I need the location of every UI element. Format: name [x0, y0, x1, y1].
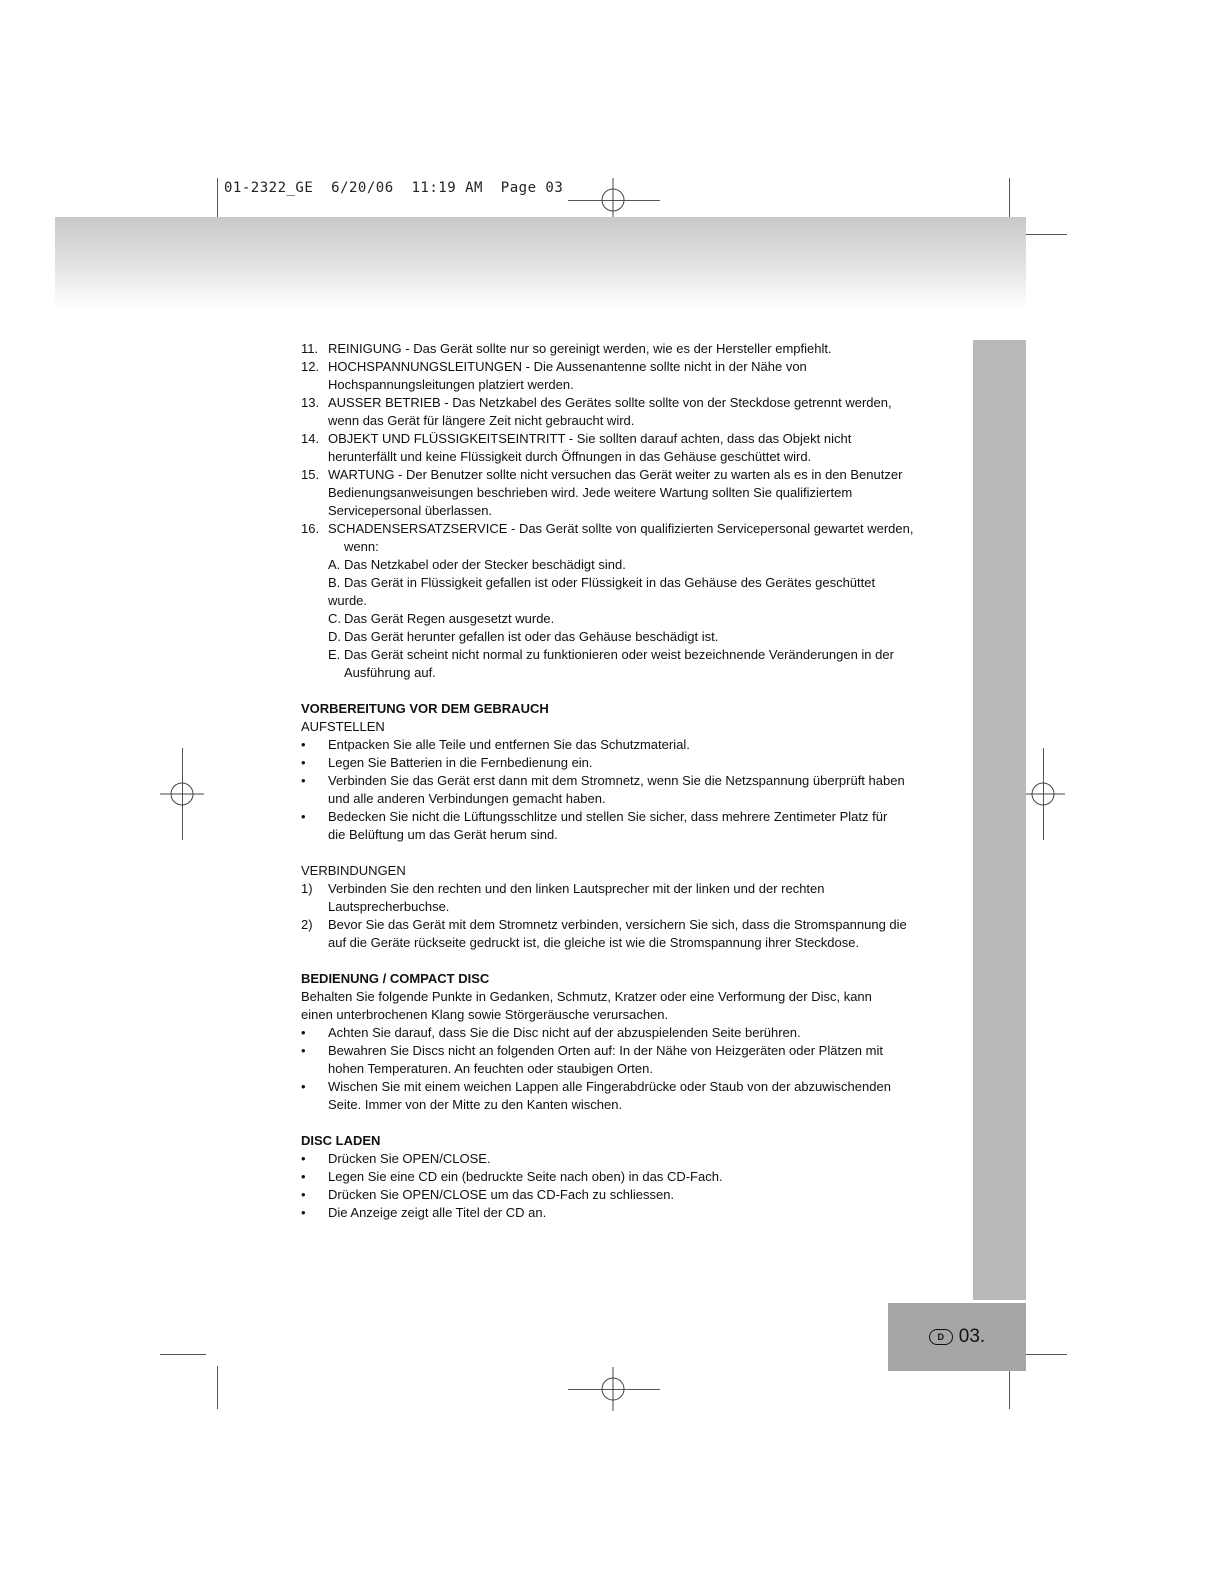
safety-item-14: 14. OBJEKT UND FLÜSSIGKEITSEINTRITT - Sie sollten darauf achten, dass das Objekt nicht herunterfällt und keine Flüssigkeit durch Öffnungen in das Gehäuse geschüttet wird. [301, 431, 852, 464]
condition-item-d: D. Das Gerät herunter gefallen ist oder das Gehäuse beschädigt ist. [328, 629, 719, 644]
registration-target-icon [591, 178, 635, 222]
page-number: 03. [958, 1326, 986, 1347]
list-item: • Bewahren Sie Discs nicht an folgenden Orten auf: In der Nähe von Heizgeräten oder Plätzen mit hohen Temperaturen. An feuchten oder staubigen Orten. [301, 1043, 883, 1076]
list-item: 1) Verbinden Sie den rechten und den linken Lautsprecher mit der linken und der rechten Lautsprecherbuchse. [301, 881, 825, 914]
list-item: 2) Bevor Sie das Gerät mit dem Stromnetz verbinden, versichern Sie sich, dass die Stromspannung die auf die Geräte rückseite gedruckt ist, die gleiche ist wie die Stromspannung ihrer Steckdose. [301, 917, 907, 950]
crop-mark-bottom-right-v [1009, 1366, 1010, 1409]
section-heading-compact-disc: BEDIENUNG / COMPACT DISC [301, 971, 490, 986]
safety-item-15: 15. WARTUNG - Der Benutzer sollte nicht versuchen das Gerät weiter zu warten als es in den Benutzer Bedienungsanweisungen beschrieben wird. Jede weitere Wartung sollten Sie qualifiziertem Servicepersonal überlassen. [301, 467, 903, 518]
list-item: • Legen Sie Batterien in die Fernbedienung ein. [301, 755, 593, 770]
crop-mark-bottom-left-v [217, 1366, 218, 1409]
registration-target-icon [591, 1367, 635, 1411]
print-slug: 01-2322_GE 6/20/06 11:19 AM Page 03 [224, 180, 564, 196]
section-heading-disc-load: DISC LADEN [301, 1133, 381, 1148]
crop-mark-bottom-left-h [160, 1354, 206, 1355]
list-item: • Verbinden Sie das Gerät erst dann mit dem Stromnetz, wenn Sie die Netzspannung überprüft haben und alle anderen Verbindungen gemacht haben. [301, 773, 905, 806]
page-number-tab [888, 1303, 1026, 1371]
list-item: • Drücken Sie OPEN/CLOSE um das CD-Fach zu schliessen. [301, 1187, 675, 1202]
cd-intro-line-2: einen unterbrochenen Klang sowie Störgeräusche verursachen. [301, 1007, 669, 1022]
list-item: • Achten Sie darauf, dass Sie die Disc nicht auf der abzuspielenden Seite berühren. [301, 1025, 801, 1040]
crop-mark-bottom-right-h [1021, 1354, 1067, 1355]
registration-target-icon [160, 772, 204, 816]
crop-mark-top-left-v [217, 178, 218, 221]
list-item: • Bedecken Sie nicht die Lüftungsschlitze und stellen Sie sicher, dass mehrere Zentimeter Platz für die Belüftung um das Gerät herum sind. [301, 809, 888, 842]
condition-item-e: E. Das Gerät scheint nicht normal zu funktionieren oder weist bezeichnende Veränderungen in der Ausführung auf. [328, 647, 894, 680]
language-badge-icon: D [929, 1329, 953, 1345]
list-item: • Drücken Sie OPEN/CLOSE. [301, 1151, 491, 1166]
list-item: • Wischen Sie mit einem weichen Lappen alle Fingerabdrücke oder Staub von der abzuwischenden Seite. Immer von der Mitte zu den Kanten wischen. [301, 1079, 891, 1112]
safety-item-12: 12. HOCHSPANNUNGSLEITUNGEN - Die Aussenantenne sollte nicht in der Nähe von Hochspannungsleitungen platziert werden. [301, 359, 807, 392]
condition-item-c: C. Das Gerät Regen ausgesetzt wurde. [328, 611, 555, 626]
list-item: • Legen Sie eine CD ein (bedruckte Seite nach oben) in das CD-Fach. [301, 1169, 723, 1184]
list-item: • Entpacken Sie alle Teile und entfernen Sie das Schutzmaterial. [301, 737, 690, 752]
section-subheading-connections: VERBINDUNGEN [301, 863, 406, 878]
section-heading-preparation: VORBEREITUNG VOR DEM GEBRAUCH [301, 701, 549, 716]
condition-item-a: A. Das Netzkabel oder der Stecker beschädigt sind. [328, 557, 626, 572]
section-subheading-setup: AUFSTELLEN [301, 719, 385, 734]
safety-item-11: 11. REINIGUNG - Das Gerät sollte nur so gereinigt werden, wie es der Hersteller empfiehlt. [301, 341, 832, 356]
registration-target-icon [1021, 772, 1065, 816]
side-gray-bar [973, 340, 1026, 1300]
cd-intro-line-1: Behalten Sie folgende Punkte in Gedanken, Schmutz, Kratzer oder eine Verformung der Disc, kann [301, 989, 872, 1004]
list-item: • Die Anzeige zeigt alle Titel der CD an. [301, 1205, 547, 1220]
crop-mark-top-right-v [1009, 178, 1010, 221]
safety-item-13: 13. AUSSER BETRIEB - Das Netzkabel des Gerätes sollte sollte von der Steckdose getrennt werden, wenn das Gerät für längere Zeit nicht gebraucht wird. [301, 395, 892, 428]
crop-mark-top-right-h [1021, 234, 1067, 235]
manual-content [301, 340, 956, 1222]
condition-item-b: B. Das Gerät in Flüssigkeit gefallen ist oder Flüssigkeit in das Gehäuse des Gerätes geschüttet wurde. [328, 575, 876, 608]
header-gradient-band [55, 217, 1026, 309]
safety-item-16: 16. SCHADENSERSATZSERVICE - Das Gerät sollte von qualifizierten Servicepersonal gewartet werden, wenn: [301, 521, 914, 554]
